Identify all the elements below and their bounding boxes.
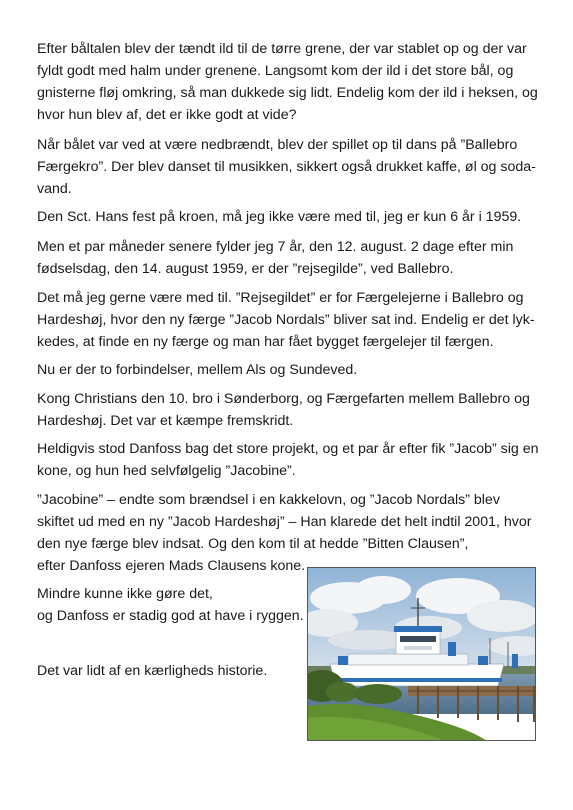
text-line: Det var lidt af en kærligheds historie. bbox=[37, 663, 268, 679]
text-line: hvor hun blev af, det er ikke godt at vide? bbox=[37, 107, 297, 123]
text-line: Nu er der to forbindelser, mellem Als og Sundeved. bbox=[37, 362, 358, 378]
ferry-photo-illustration bbox=[308, 568, 536, 741]
paragraph-10 bbox=[37, 583, 304, 627]
paragraph-3 bbox=[37, 206, 542, 228]
text-line: fyldt godt med halm under grenene. Langsomt kom der ild i det store bål, og bbox=[37, 63, 514, 79]
text-line: Færgekro”. Der blev danset til musikken, sikkert også drukket kaffe, øl og soda- bbox=[37, 159, 536, 175]
text-line: Den Sct. Hans fest på kroen, må jeg ikke være med til, jeg er kun 6 år i 1959. bbox=[37, 209, 522, 225]
paragraph-5 bbox=[37, 287, 542, 353]
text-line: Kong Christians den 10. bro i Sønderborg, og Færgefarten mellem Ballebro og bbox=[37, 391, 530, 407]
paragraph-4 bbox=[37, 236, 542, 280]
paragraph-1 bbox=[37, 38, 542, 126]
text-line: kedes, at finde en ny færge og man har fået bygget færgelejer til færgen. bbox=[37, 334, 494, 350]
text-line: og Danfoss er stadig god at have i ryggen. bbox=[37, 608, 304, 624]
text-line: skiftet ud med en ny ”Jacob Hardeshøj” – Han klarede det helt indtil 2001, hvor bbox=[37, 514, 532, 530]
text-line: Mindre kunne ikke gøre det, bbox=[37, 586, 213, 602]
text-line: Når bålet var ved at være nedbrændt, blev der spillet op til dans på ”Ballebro bbox=[37, 137, 518, 153]
text-line: kone, og hun hed selvfølgelig ”Jacobine”. bbox=[37, 463, 296, 479]
paragraph-6 bbox=[37, 359, 542, 381]
ferry-photo bbox=[307, 567, 536, 741]
paragraph-11 bbox=[37, 660, 297, 682]
text-line: Hardeshøj, hvor den ny færge ”Jacob Nordals” bliver sat ind. Endelig er det lyk- bbox=[37, 312, 535, 328]
paragraph-9 bbox=[37, 489, 542, 577]
text-line: vand. bbox=[37, 181, 72, 197]
text-line: ”Jacobine” – endte som brændsel i en kakkelovn, og ”Jacob Nordals” blev bbox=[37, 492, 500, 508]
text-line: Hardeshøj. Det var et kæmpe fremskridt. bbox=[37, 413, 294, 429]
text-line: den nye færge blev indsat. Og den kom til at hedde ”Bitten Clausen”, bbox=[37, 536, 469, 552]
text-line: fødselsdag, den 14. august 1959, er der ”rejsegilde”, ved Ballebro. bbox=[37, 261, 454, 277]
text-line: Efter båltalen blev der tændt ild til de tørre grene, der var stablet op og der var bbox=[37, 41, 527, 57]
paragraph-8 bbox=[37, 438, 542, 482]
text-line: efter Danfoss ejeren Mads Clausens kone. bbox=[37, 558, 306, 574]
text-line: Det må jeg gerne være med til. ”Rejsegildet” er for Færgelejerne i Ballebro og bbox=[37, 290, 524, 306]
paragraph-7 bbox=[37, 388, 542, 432]
text-line: Men et par måneder senere fylder jeg 7 år, den 12. august. 2 dage efter min bbox=[37, 239, 514, 255]
paragraph-2 bbox=[37, 134, 542, 200]
text-line: gnisterne fløj omkring, så man dukkede sig lidt. Endelig kom der ild i heksen, og bbox=[37, 85, 538, 101]
text-line: Heldigvis stod Danfoss bag det store projekt, og et par år efter fik ”Jacob” sig en bbox=[37, 441, 539, 457]
